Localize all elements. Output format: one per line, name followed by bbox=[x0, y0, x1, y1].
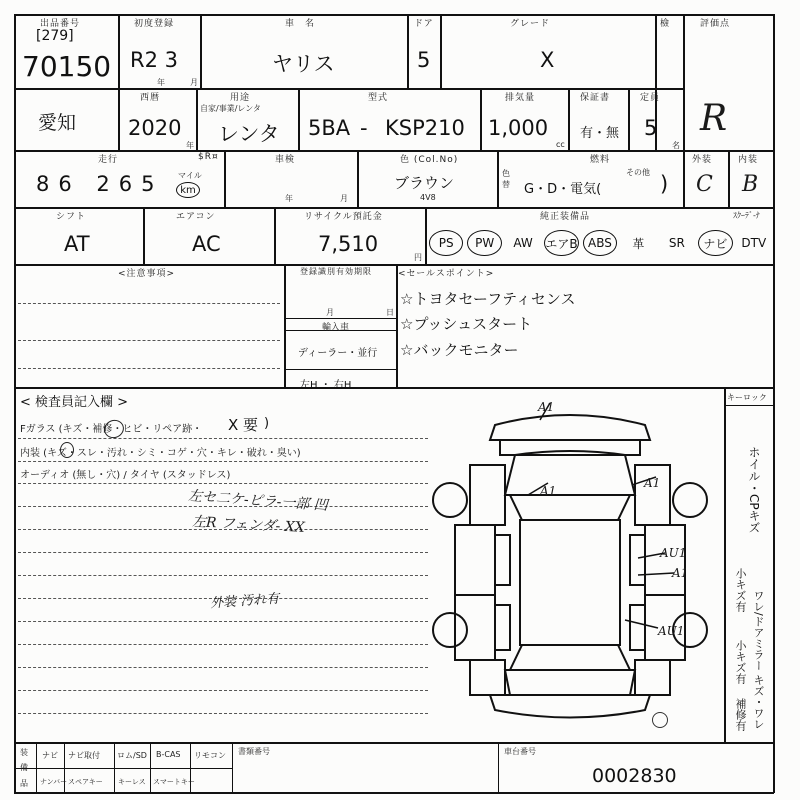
audio-line: オーディオ (無し・穴) / タイヤ (スタッドレス) bbox=[20, 470, 231, 481]
serial-value: 0002830 bbox=[592, 765, 677, 787]
inspector-note: 外装 汚れ有 bbox=[209, 591, 280, 612]
footer-cell: B-CAS bbox=[156, 750, 181, 759]
footer-v5 bbox=[232, 742, 233, 793]
model-prefix: 5BA bbox=[308, 116, 351, 140]
mileage-value: 86 265 bbox=[36, 172, 164, 196]
r3-v4 bbox=[683, 150, 685, 208]
model-dash: - bbox=[360, 116, 368, 140]
footer-v6 bbox=[498, 742, 499, 793]
model-label: 型式 bbox=[368, 93, 389, 103]
dash-line bbox=[18, 461, 428, 462]
doors-value: 5 bbox=[417, 48, 431, 72]
r2-v3 bbox=[480, 88, 482, 151]
shift-label: シフト bbox=[56, 212, 87, 222]
border-bottom bbox=[14, 792, 774, 794]
side-note: ワレ/ドアミラー キズ・ワレ bbox=[752, 590, 765, 730]
r1-v6 bbox=[683, 14, 685, 151]
border-right bbox=[773, 14, 775, 793]
r3-v3 bbox=[497, 150, 499, 208]
model-code: KSP210 bbox=[385, 116, 465, 140]
ac-value: 有・無 bbox=[580, 126, 620, 141]
shaken-year: 年 bbox=[285, 194, 293, 203]
first-reg-value: R2 3 bbox=[130, 48, 178, 72]
equipment-label: 純正装備品 bbox=[540, 212, 591, 222]
footer-v3 bbox=[150, 742, 151, 793]
equipment-革: 革 bbox=[632, 236, 645, 251]
footer-v2 bbox=[114, 742, 115, 793]
car-name-label: 車 名 bbox=[285, 19, 316, 29]
fuel-close: ) bbox=[660, 172, 669, 196]
fuel-value: G・D・電気( bbox=[524, 182, 602, 197]
equipment-エアb: エアB bbox=[544, 230, 578, 256]
dash-line bbox=[18, 303, 280, 304]
glass-mark: X 要 bbox=[228, 416, 259, 434]
dash-line bbox=[18, 438, 428, 439]
usage-label: 用途 bbox=[230, 93, 251, 103]
seats-value: 5 bbox=[644, 116, 658, 140]
aircon-value: AC bbox=[192, 232, 221, 256]
equipment-ps: PS bbox=[429, 230, 463, 256]
footer-cell: ナンバー bbox=[40, 778, 68, 786]
footer-cell: ナビ取付 bbox=[68, 751, 100, 760]
color-label: 色 (Col.No) bbox=[400, 155, 459, 165]
r1-v1 bbox=[118, 14, 120, 151]
exterior-value: C bbox=[696, 172, 713, 197]
notes-h1 bbox=[284, 318, 397, 319]
footer-cell: キーレス bbox=[118, 778, 146, 786]
color-code: 4V8 bbox=[420, 193, 436, 202]
caution-label: <注意事項> bbox=[118, 269, 176, 279]
footer-cell: スペアキー bbox=[68, 778, 103, 786]
glass-line: Fガラス (キズ・補修・ヒビ・リペア跡・ bbox=[20, 424, 203, 435]
recycle-value: 7,510 bbox=[318, 232, 379, 256]
border-left bbox=[14, 14, 16, 793]
equipment-row bbox=[428, 230, 774, 260]
keylock-h bbox=[724, 405, 774, 406]
km-unit: km bbox=[176, 182, 200, 198]
region-value: 愛知 bbox=[38, 112, 77, 134]
color-change-label: 色替 bbox=[502, 169, 510, 189]
damage-mark: AU1 bbox=[658, 624, 685, 638]
r3-v1 bbox=[224, 150, 226, 208]
lot-bracket: [279] bbox=[36, 28, 74, 44]
footer-cell: 品 bbox=[20, 779, 28, 788]
r2-v2 bbox=[298, 88, 300, 151]
footer-cell: ナビ bbox=[42, 751, 58, 760]
r2-v5 bbox=[628, 88, 630, 151]
interior-label: 内装 bbox=[738, 155, 759, 165]
damage-mark: A1 bbox=[672, 566, 689, 580]
keylock-label: キーロック bbox=[727, 393, 767, 402]
score-label: 評価点 bbox=[700, 19, 731, 29]
r2-v1 bbox=[196, 88, 198, 151]
footer-cell: リモコン bbox=[194, 751, 226, 760]
displacement-unit: cc bbox=[556, 140, 565, 149]
dash-line bbox=[18, 713, 428, 714]
footer-cell: 装 bbox=[20, 748, 28, 757]
r4-v3 bbox=[425, 207, 427, 265]
sales-label: <セールスポイント> bbox=[398, 269, 495, 279]
footer-cell: スマートキー bbox=[153, 778, 195, 786]
shaken-month: 月 bbox=[340, 194, 348, 203]
grade-value: X bbox=[540, 48, 555, 72]
fuel-label: 燃料 bbox=[590, 155, 611, 165]
equipment-ナビ: ナビ bbox=[698, 230, 732, 256]
seats-unit: 名 bbox=[672, 141, 680, 150]
usage-sub: 自家/事業/レンタ bbox=[200, 104, 261, 113]
dash-line bbox=[18, 667, 428, 668]
r3-v5 bbox=[728, 150, 730, 208]
r1-v2 bbox=[200, 14, 202, 89]
ac-label: 保証書 bbox=[580, 93, 611, 103]
r1-v4 bbox=[440, 14, 442, 89]
grade-label: グレード bbox=[510, 19, 551, 29]
dash-line bbox=[18, 575, 428, 576]
dash-line bbox=[18, 552, 428, 553]
dash-line bbox=[18, 368, 280, 369]
reg-expiry-label: 登録識別有効期限 bbox=[300, 267, 372, 276]
inspector-note: 左R フェンダ- XX bbox=[191, 514, 306, 536]
damage-mark: A1 bbox=[644, 476, 661, 490]
interior-line: 内装 (キズ・スレ・汚れ・シミ・コゲ・穴・キレ・破れ・臭い) bbox=[20, 448, 301, 459]
year-value: 2020 bbox=[128, 116, 182, 140]
equipment-abs: ABS bbox=[583, 230, 617, 256]
damage-mark: A1 bbox=[538, 400, 555, 414]
recycle-label: リサイクル預託金 bbox=[304, 212, 383, 222]
sales-point: ☆プッシュスタート bbox=[400, 315, 533, 333]
r4-v1 bbox=[143, 207, 145, 265]
meter-label: $R¤ bbox=[198, 152, 219, 162]
notes-h3 bbox=[284, 369, 397, 370]
side-note: 小キズ有 bbox=[734, 568, 747, 612]
sales-point: ☆トヨタセーフティセンス bbox=[400, 290, 576, 308]
dash-line bbox=[18, 483, 428, 484]
month-unit: 月 bbox=[190, 78, 198, 87]
mile-unit: マイル bbox=[178, 171, 202, 180]
r1-v3 bbox=[407, 14, 409, 89]
footer-cell: 備 bbox=[20, 763, 28, 772]
glass-close: ) bbox=[264, 416, 270, 431]
dash-line bbox=[18, 644, 428, 645]
recycle-unit: 円 bbox=[414, 253, 422, 262]
notes-bottom bbox=[14, 387, 774, 389]
score-hand: R bbox=[700, 98, 728, 139]
footer-mid bbox=[14, 768, 232, 769]
equipment-aw: AW bbox=[513, 236, 533, 250]
score-mark: 檢 bbox=[660, 19, 671, 29]
inspector-note: 左セ二ケ-ピラ-一部 凹 bbox=[187, 488, 329, 514]
r4-v2 bbox=[274, 207, 276, 265]
row3-bottom bbox=[14, 207, 774, 209]
r3-v2 bbox=[357, 150, 359, 208]
year-label: 西暦 bbox=[140, 93, 161, 103]
mileage-label: 走行 bbox=[98, 155, 119, 165]
year-unit: 年 bbox=[157, 78, 165, 87]
handwritten-circle bbox=[60, 442, 74, 458]
aircon-label: エアコン bbox=[176, 212, 216, 222]
r2-v4 bbox=[568, 88, 570, 151]
seats-label: 定員 bbox=[640, 93, 661, 103]
inspector-title: < 検査員記入欄 > bbox=[20, 395, 129, 410]
year-unit-2: 年 bbox=[186, 141, 194, 150]
footer-top bbox=[14, 742, 774, 744]
dash-line bbox=[18, 690, 428, 691]
equipment-dtv: DTV bbox=[741, 236, 767, 250]
reg-day: 日 bbox=[386, 308, 394, 317]
displacement-label: 排気量 bbox=[505, 93, 536, 103]
side-note: ホイル・CPキズ bbox=[747, 446, 761, 534]
damage-mark: A1 bbox=[540, 484, 557, 498]
fuel-other: その他 bbox=[626, 168, 650, 177]
row2-bottom bbox=[14, 150, 774, 152]
lot-number: 70150 bbox=[22, 50, 112, 83]
reg-month: 月 bbox=[326, 308, 334, 317]
dash-line bbox=[18, 621, 428, 622]
lot-label: 出品番号 bbox=[40, 19, 81, 29]
sasho-label: 書類番号 bbox=[238, 747, 270, 756]
usage-value: レンタ bbox=[218, 122, 280, 146]
footer-v0 bbox=[36, 742, 37, 793]
color-value: ブラウン bbox=[394, 174, 455, 192]
first-reg-label: 初度登録 bbox=[134, 19, 175, 29]
shaken-label: 車検 bbox=[275, 155, 296, 165]
dealer-label: ディーラー・並行 bbox=[298, 348, 378, 359]
navi-tv-label: ｽｸｰﾃﾞ-ﾅ bbox=[733, 211, 760, 220]
equipment-pw: PW bbox=[467, 230, 501, 256]
side-note: 補修有 bbox=[734, 698, 747, 731]
exterior-label: 外装 bbox=[692, 155, 713, 165]
interior-value: B bbox=[742, 172, 759, 197]
dash-line bbox=[18, 340, 280, 341]
car-name-value: ヤリス bbox=[272, 52, 335, 76]
damage-mark: AU1 bbox=[660, 546, 687, 560]
footer-cell: ロム/SD bbox=[117, 751, 147, 760]
doors-label: ドア bbox=[414, 19, 434, 29]
displacement-value: 1,000 bbox=[488, 116, 549, 140]
sales-point: ☆バックモニター bbox=[400, 341, 519, 359]
side-note: 小キズ有 bbox=[734, 640, 747, 684]
equipment-sr: SR bbox=[668, 236, 685, 250]
drive-label: 左H ・ 右H bbox=[300, 380, 352, 391]
shift-value: AT bbox=[64, 232, 90, 256]
serial-label: 車台番号 bbox=[504, 747, 536, 756]
import-label: 輸入車 bbox=[322, 323, 350, 333]
